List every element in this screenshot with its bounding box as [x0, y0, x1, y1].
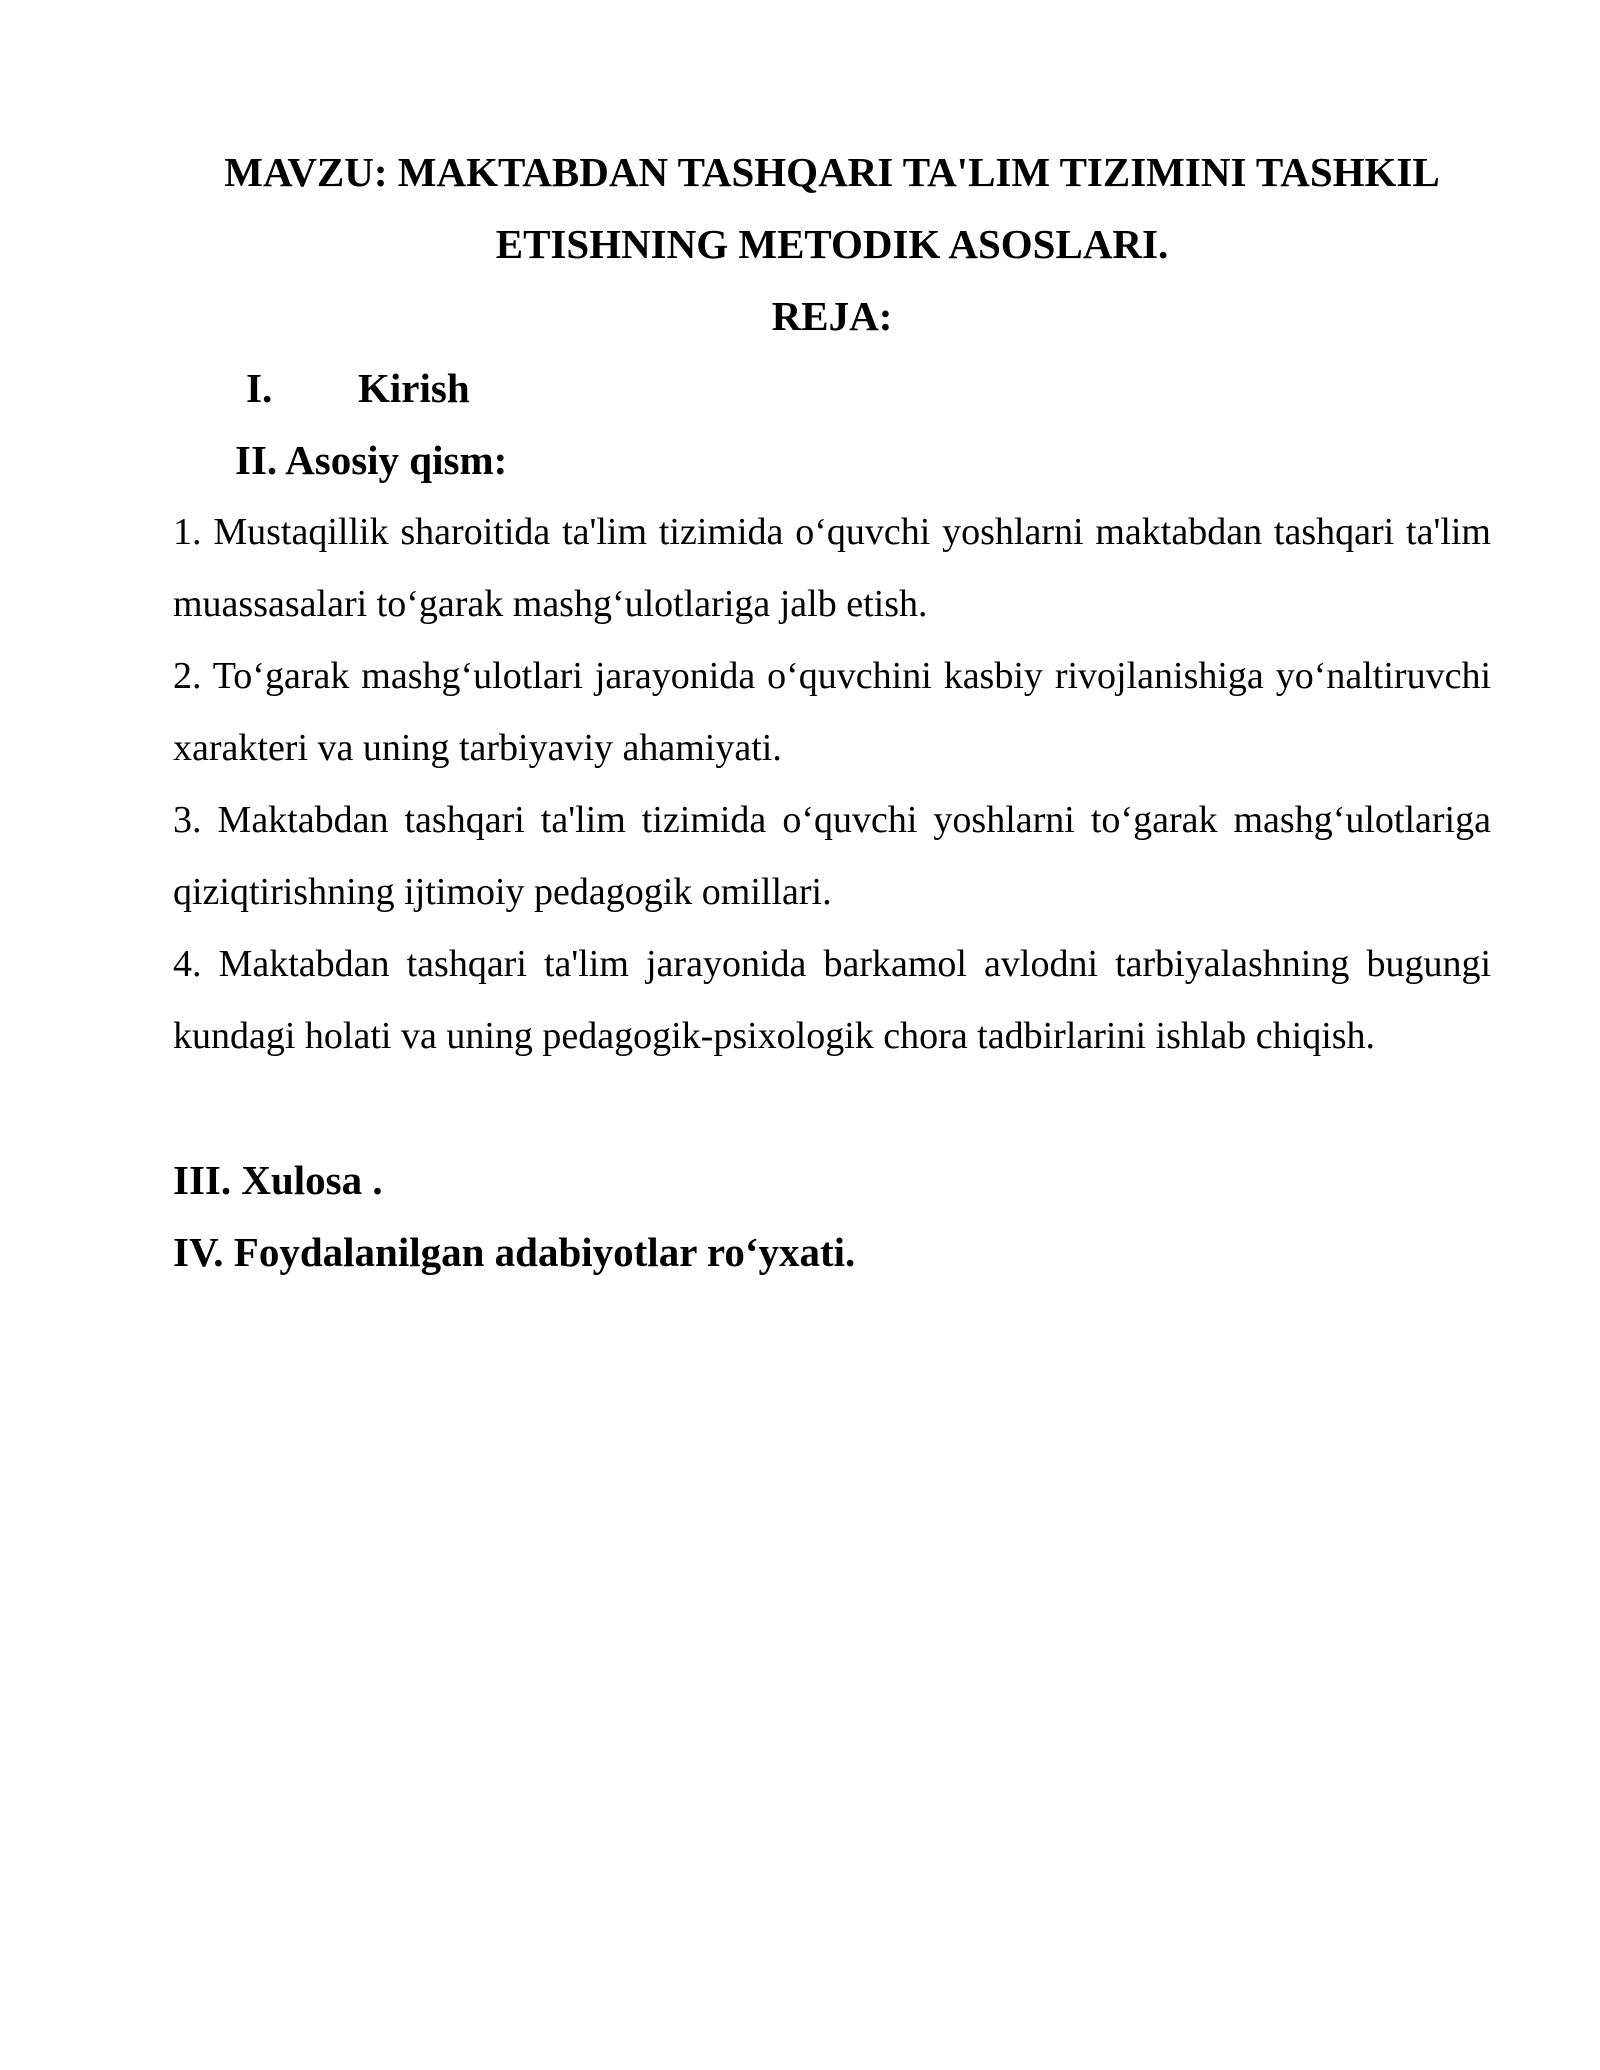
section-conclusion: III. Xulosa .: [173, 1157, 383, 1203]
section-main: II. Asosiy qism:: [235, 437, 508, 483]
plan-heading: REJA:: [771, 293, 893, 339]
plan-item-2: 2. To‘garak mashg‘ulotlari jarayonida o‘quvchini kasbiy rivojlanishiga yo‘naltiruvchi xarakteri va uning tarbiyaviy ahamiyati.: [173, 655, 1491, 769]
section-intro: [246, 352, 470, 424]
plan-item-4: 4. Maktabdan tashqari ta'lim jarayonida barkamol avlodni tarbiyalashning bugungi kundagi holati va uning pedagogik-psixologik chora tadbirlarini ishlab chiqish.: [173, 943, 1491, 1057]
section-references: IV. Foydalanilgan adabiyotlar ro‘yxati.: [173, 1229, 856, 1275]
document-title: MAVZU: MAKTABDAN TASHQARI TA'LIM TIZIMINI TASHKIL ETISHNING METODIK ASOSLARI.: [224, 149, 1440, 267]
section-intro-label: Kirish: [358, 365, 470, 411]
plan-item-1: 1. Mustaqillik sharoitida ta'lim tizimida o‘quvchi yoshlarni maktabdan tashqari ta'lim muassasalari to‘garak mashg‘ulotlariga jalb etish.: [173, 511, 1491, 625]
plan-item-3: 3. Maktabdan tashqari ta'lim tizimida o‘quvchi yoshlarni to‘garak mashg‘ulotlariga qiziqtirishning ijtimoiy pedagogik omillari.: [173, 799, 1491, 913]
section-intro-number: I.: [246, 365, 273, 411]
